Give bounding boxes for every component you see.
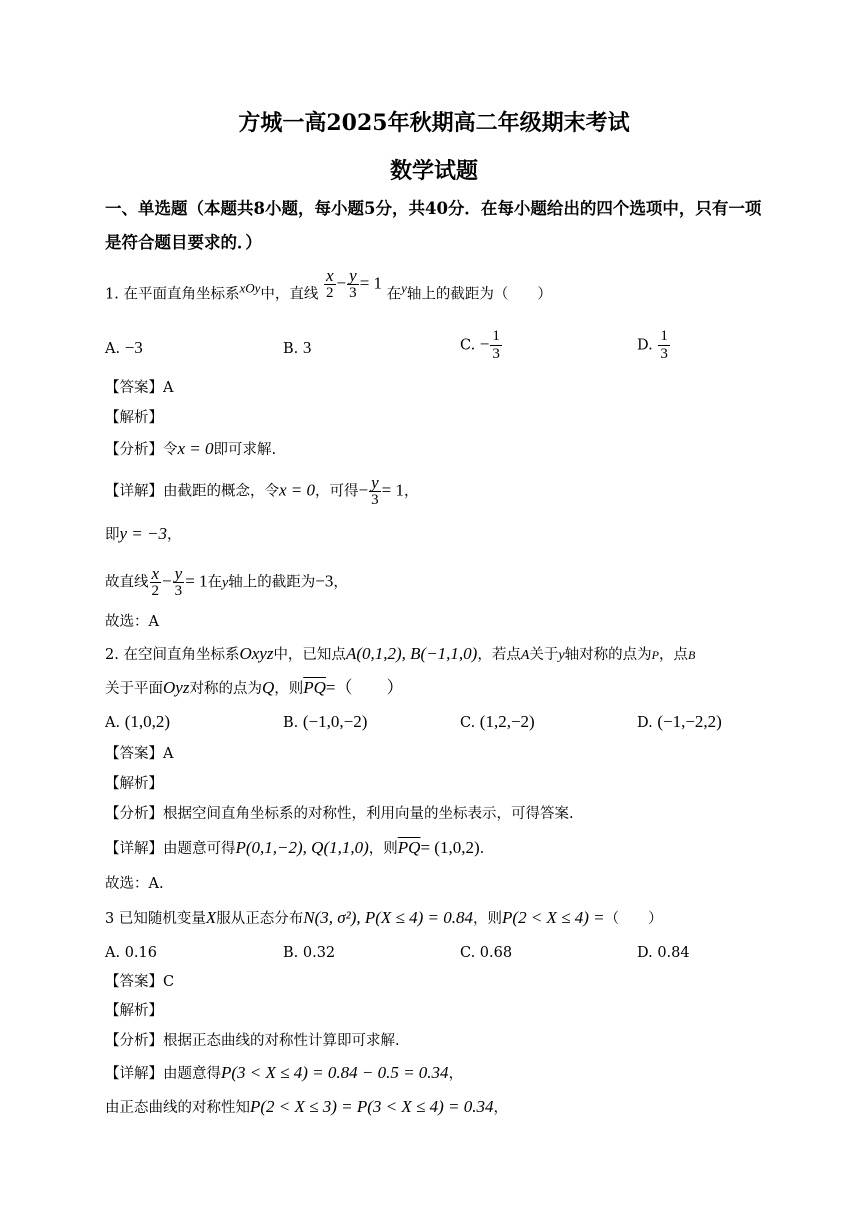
q1-answer: 【答案】A (105, 380, 174, 396)
q1-detail-line3: 故直线 $\frac{x}{2}$ − $\frac{y}{3}$ = 1在y轴上的截距为−3， (105, 564, 348, 599)
exam-subtitle: 数学试题 (389, 158, 478, 184)
q1-fenxi: 【分析】令x = 0即可求解. (105, 439, 277, 458)
q3-detail-line2: 由正态曲线的对称性知P(2 < X ≤ 3) = P(3 < X ≤ 4) = 0.34， (105, 1097, 508, 1116)
q2-analysis: 【解析】 (105, 776, 163, 792)
q1-choice: 故选：A (105, 614, 159, 630)
exam-title: 方城一高2025年秋期高二年级期末考试 (238, 110, 630, 136)
q2-fenxi: 【分析】根据空间直角坐标系的对称性，利用向量的坐标表示，可得答案. (105, 806, 574, 822)
q3-detail: 【详解】由题意得P(3 < X ≤ 4) = 0.84 − 0.5 = 0.34， (105, 1063, 464, 1082)
q2-answer: 【答案】A (105, 746, 174, 762)
q1-option-b: B. 3 (283, 338, 312, 357)
section-heading: 一、单选题（本题共8小题，每小题5分，共40分．在每小题给出的四个选项中，只有一项是符合题目要求的．） (105, 199, 762, 252)
q3-stem: 3 已知随机变量X服从正态分布N(3, σ²), P(X ≤ 4) = 0.84，则P(2 < X ≤ 4) =（ ） (105, 908, 663, 927)
q3-option-a: A. 0.16 (105, 945, 157, 961)
q1-option-c: C. − $\frac{1}{3}$ (460, 328, 500, 362)
q2-detail: 【详解】由题意可得P(0,1,−2), Q(1,1,0)，则$\overline{PQ}= (1,0,2)$. (105, 838, 485, 857)
q1-option-d: D. $\frac{1}{3}$ (637, 328, 668, 362)
q3-fenxi: 【分析】根据正态曲线的对称性计算即可求解. (105, 1033, 400, 1049)
q2-option-c: C. (1,2,−2) (460, 712, 535, 731)
q3-option-c: C. 0.68 (460, 945, 513, 961)
q2-choice: 故选：A. (105, 876, 164, 892)
q1-stem: 1. 在平面直角坐标系$^{xOy}$中，直线 $\frac{x}{2}$ − $\frac{y}{3}$ = 1 在$^y$轴上的截距为（ ） (105, 266, 552, 303)
q3-number: 3 (105, 911, 115, 927)
q3-answer: 【答案】C (105, 974, 175, 990)
q2-option-b: B. (−1,0,−2) (283, 712, 368, 731)
q1-detail-line2: 即y = −3， (105, 524, 182, 543)
q2-stem-line2: 关于平面Oyz对称的点为Q，则$\overline{PQ}=$（ ） (105, 678, 404, 697)
q2-number: 2. (105, 647, 119, 663)
q3-analysis: 【解析】 (105, 1003, 163, 1019)
q1-number: 1. (105, 286, 119, 303)
q3-option-b: B. 0.32 (283, 945, 336, 961)
q1-option-a: A. −3 (105, 338, 143, 357)
q1-line-equation: $\frac{x}{2}$ − $\frac{y}{3}$ = 1 (326, 266, 383, 301)
q2-stem: 2. 在空间直角坐标系Oxyz中，已知点A(0,1,2), B(−1,1,0)，若点A关于y轴对称的点为P，点B (105, 644, 696, 663)
q2-option-d: D. (−1,−2,2) (637, 712, 722, 731)
q2-option-a: A. (1,0,2) (105, 712, 171, 731)
q1-analysis: 【解析】 (105, 410, 163, 426)
q1-detail: 【详解】由截距的概念，令x = 0，可得− $\frac{y}{3}$ = 1， (105, 473, 419, 508)
q3-option-d: D. 0.84 (637, 945, 690, 961)
